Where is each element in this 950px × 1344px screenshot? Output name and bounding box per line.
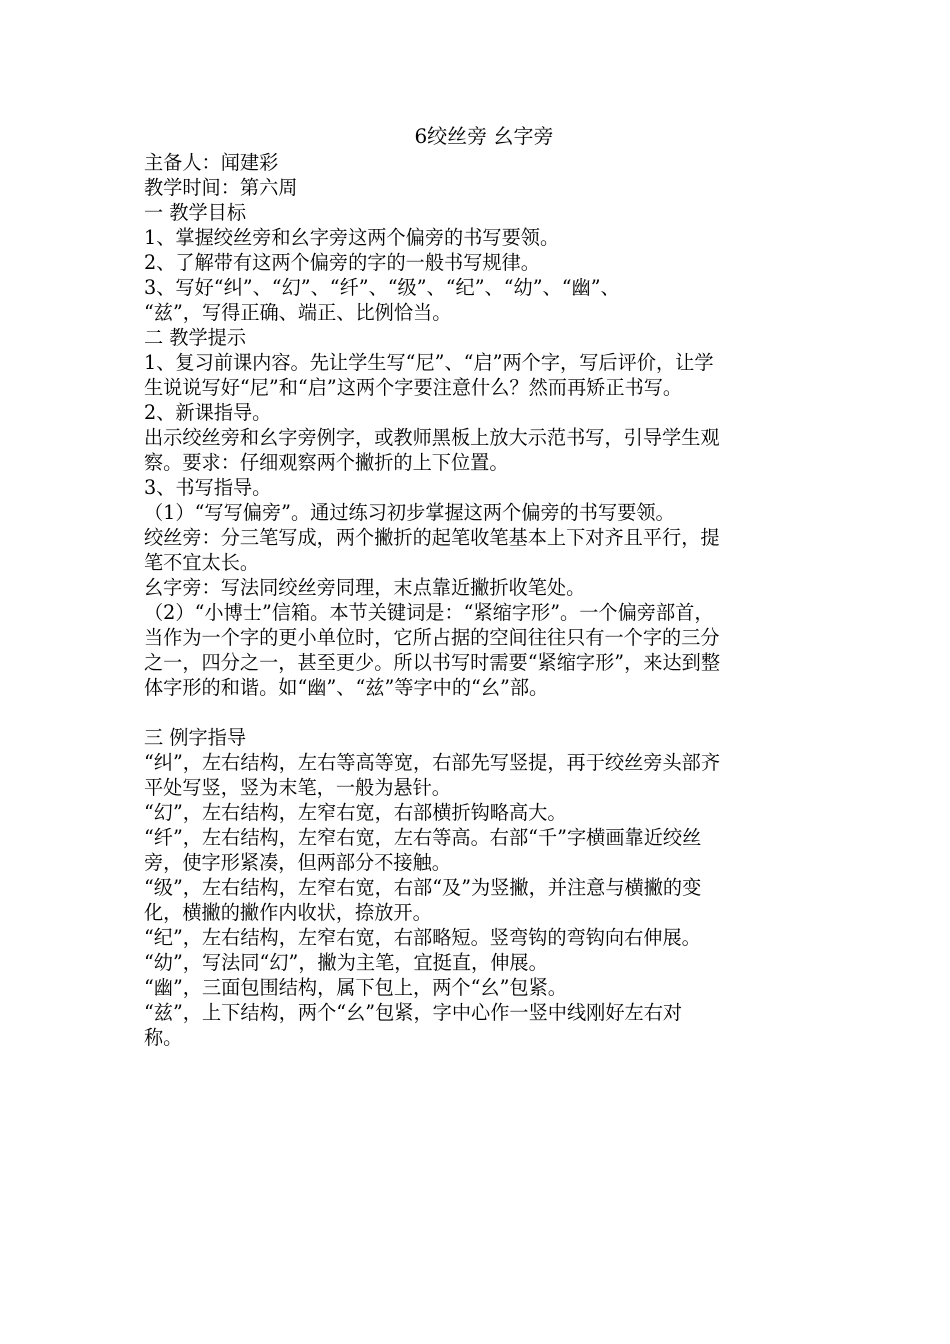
text-line: “纪”，左右结构，左窄右宽，右部略短。竖弯钩的弯钩向右伸展。 [144, 926, 701, 949]
document-body [144, 150, 814, 1050]
text-line: 当作为一个字的更小单位时，它所占据的空间往往只有一个字的三分 [144, 626, 720, 649]
text-line: 之一，四分之一，甚至更少。所以书写时需要“紧缩字形”，来达到整 [144, 651, 721, 674]
text-line: 化，横撇的撇作内收状，捺放开。 [144, 901, 432, 924]
text-line: 旁，使字形紧凑，但两部分不接触。 [144, 851, 451, 874]
text-line: “幼”，写法同“幻”，撇为主笔，宜挺直，伸展。 [144, 951, 548, 974]
text-line: 二 教学提示 [144, 326, 247, 349]
text-line: （1）“写写偏旁”。通过练习初步掌握这两个偏旁的书写要领。 [144, 501, 675, 524]
text-line: 3、书写指导。 [144, 476, 272, 499]
text-line: 平处写竖，竖为末笔，一般为悬针。 [144, 776, 451, 799]
document-title: 6绞丝旁 幺字旁 [414, 124, 554, 148]
document-page [144, 122, 814, 1050]
text-line: 一 教学目标 [144, 201, 247, 224]
text-line: 2、了解带有这两个偏旁的字的一般书写规律。 [144, 251, 540, 274]
blank-line [144, 700, 814, 725]
text-line: 称。 [144, 1026, 183, 1049]
text-line: “兹”，写得正确、端正、比例恰当。 [144, 301, 452, 324]
text-line: 生说说写好“尼”和“启”这两个字要注意什么？然而再矫正书写。 [144, 376, 683, 399]
text-line: 三 例字指导 [144, 726, 247, 749]
text-line: “兹”，上下结构，两个“幺”包紧，字中心作一竖中线刚好左右对 [144, 1001, 683, 1024]
text-line: “纤”，左右结构，左窄右宽，左右等高。右部“千”字横画靠近绞丝 [144, 826, 702, 849]
text-line: 出示绞丝旁和幺字旁例字，或教师黑板上放大示范书写，引导学生观 [144, 426, 720, 449]
text-line: 1、掌握绞丝旁和幺字旁这两个偏旁的书写要领。 [144, 226, 560, 249]
text-line: 1、复习前课内容。先让学生写“尼”、“启”两个字，写后评价，让学 [144, 351, 714, 374]
text-line: 2、新课指导。 [144, 401, 272, 424]
text-line: 教学时间：第六周 [144, 176, 298, 199]
text-line: 察。要求：仔细观察两个撇折的上下位置。 [144, 451, 509, 474]
text-line: “纠”，左右结构，左右等高等宽，右部先写竖提，再于绞丝旁头部齐 [144, 751, 721, 774]
text-line: 体字形的和谐。如“幽”、“兹”等字中的“幺”部。 [144, 676, 549, 699]
text-line: “幻”，左右结构，左窄右宽，右部横折钩略高大。 [144, 801, 567, 824]
text-line: 笔不宜太长。 [144, 551, 260, 574]
text-line: （2）“小博士”信箱。本节关键词是：“紧缩字形”。一个偏旁部首， [144, 601, 714, 624]
text-line: 绞丝旁：分三笔写成，两个撇折的起笔收笔基本上下对齐且平行，提 [144, 526, 720, 549]
text-line: “级”，左右结构，左窄右宽，右部“及”为竖撇，并注意与横撇的变 [144, 876, 702, 899]
text-line: 幺字旁：写法同绞丝旁同理，末点靠近撇折收笔处。 [144, 576, 586, 599]
text-line: 主备人：闻建彩 [144, 151, 279, 174]
text-line: “幽”，三面包围结构，属下包上，两个“幺”包紧。 [144, 976, 567, 999]
text-line: 3、写好“纠”、“幻”、“纤”、“级”、“纪”、“幼”、“幽”、 [144, 276, 620, 299]
